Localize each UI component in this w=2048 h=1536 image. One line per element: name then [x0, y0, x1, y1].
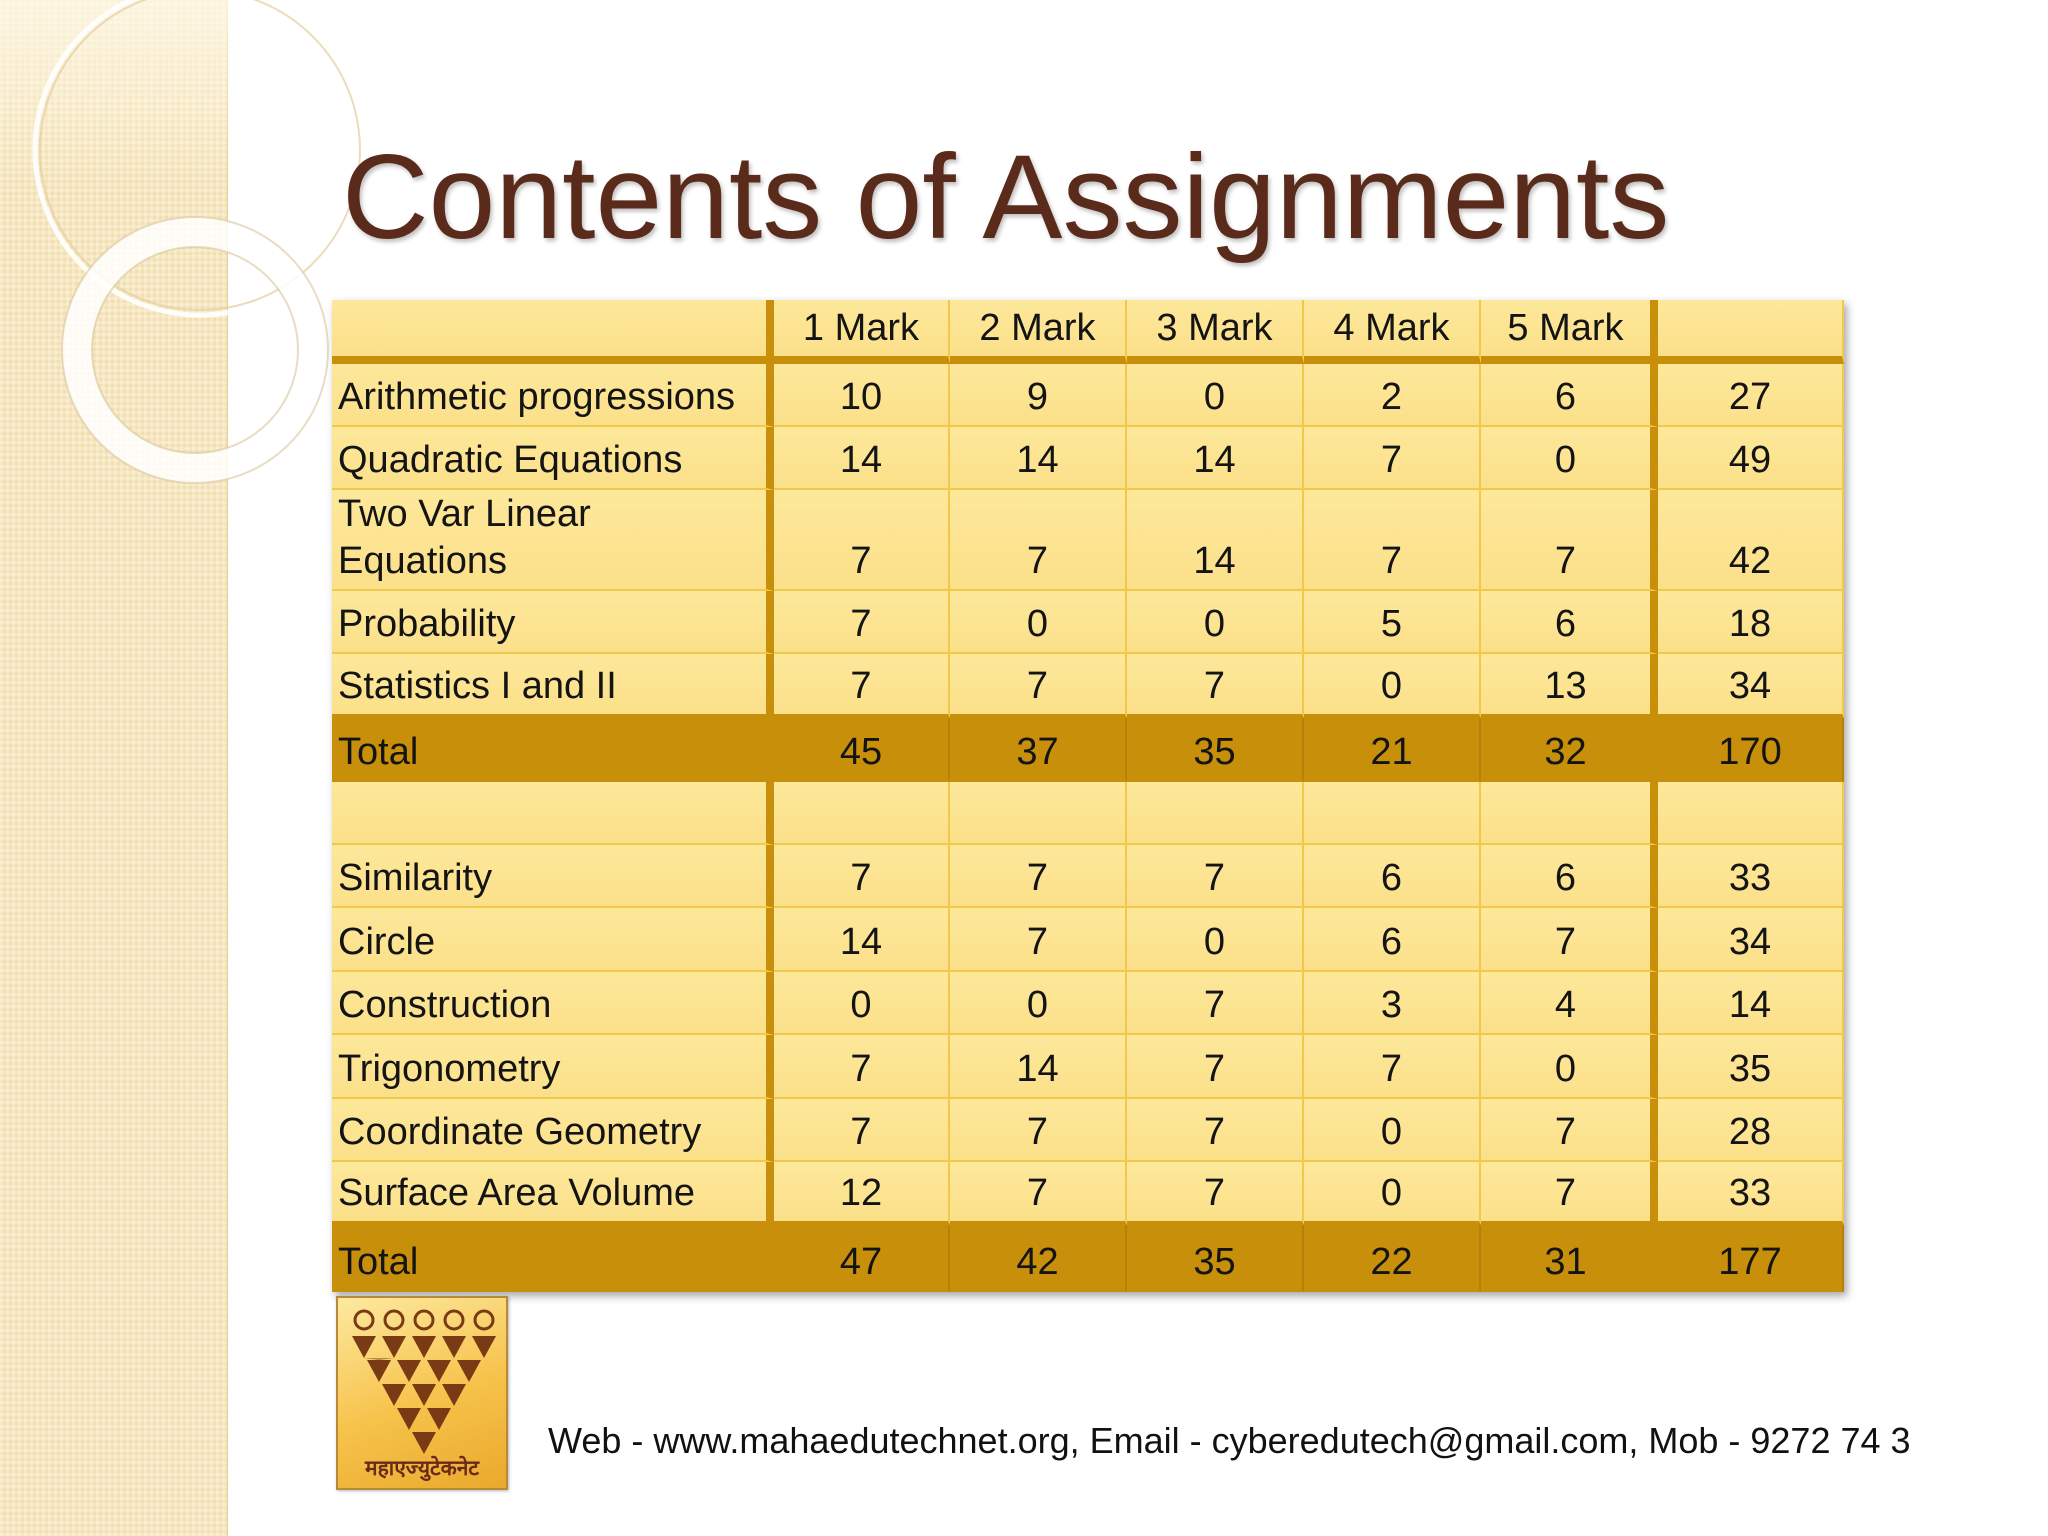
total-row	[332, 718, 1844, 782]
cell-value: 7	[774, 490, 950, 591]
cell-value: 6	[1304, 908, 1481, 971]
cell-value: 0	[774, 972, 950, 1035]
cell-value: 7	[774, 1035, 950, 1098]
row-label: Circle	[332, 908, 774, 971]
table-row	[332, 972, 1844, 1035]
row-label: Coordinate Geometry	[332, 1099, 774, 1162]
cell-value: 7	[774, 591, 950, 654]
row-label: Arithmetic progressions	[332, 364, 774, 426]
empty-cell	[332, 782, 774, 844]
empty-cell	[1304, 782, 1481, 844]
header-cell-1-mark: 1 Mark	[774, 300, 950, 364]
cell-value: 7	[1127, 654, 1304, 717]
cell-value: 13	[1481, 654, 1658, 717]
cell-value: 0	[1127, 364, 1304, 426]
cell-value: 6	[1481, 591, 1658, 654]
table-row	[332, 1162, 1844, 1225]
row-label	[332, 490, 774, 591]
total-label: Total	[332, 718, 774, 782]
cell-value: 7	[774, 845, 950, 908]
cell-value: 0	[1127, 908, 1304, 971]
cell-value: 7	[1127, 1099, 1304, 1162]
header-cell-total	[1658, 300, 1844, 364]
total-value: 35	[1127, 1225, 1304, 1292]
total-value: 21	[1304, 718, 1481, 782]
row-total: 27	[1658, 364, 1844, 426]
assignments-table	[332, 300, 1844, 1292]
total-value: 32	[1481, 718, 1658, 782]
row-label-line: Two Var Linear	[338, 493, 591, 536]
header-cell-empty	[332, 300, 774, 364]
cell-value: 7	[950, 1162, 1127, 1225]
table-row	[332, 364, 1844, 426]
row-total: 42	[1658, 490, 1844, 591]
empty-cell	[1481, 782, 1658, 844]
row-label: Statistics I and II	[332, 654, 774, 717]
cell-value: 3	[1304, 972, 1481, 1035]
total-value: 22	[1304, 1225, 1481, 1292]
cell-value: 14	[1127, 427, 1304, 490]
cell-value: 4	[1481, 972, 1658, 1035]
cell-value: 0	[1127, 591, 1304, 654]
row-total: 14	[1658, 972, 1844, 1035]
table-row	[332, 845, 1844, 908]
cell-value: 7	[1481, 1162, 1658, 1225]
header-cell-2-mark: 2 Mark	[950, 300, 1127, 364]
row-total: 49	[1658, 427, 1844, 490]
cell-value: 7	[1127, 845, 1304, 908]
row-total: 28	[1658, 1099, 1844, 1162]
cell-value: 7	[774, 1099, 950, 1162]
row-label: Similarity	[332, 845, 774, 908]
total-value: 45	[774, 718, 950, 782]
row-label: Quadratic Equations	[332, 427, 774, 490]
cell-value: 12	[774, 1162, 950, 1225]
cell-value: 14	[774, 908, 950, 971]
header-cell-3-mark: 3 Mark	[1127, 300, 1304, 364]
total-value: 31	[1481, 1225, 1658, 1292]
header-cell-4-mark: 4 Mark	[1304, 300, 1481, 364]
cell-value: 7	[1304, 1035, 1481, 1098]
header-cell-5-mark: 5 Mark	[1481, 300, 1658, 364]
row-label: Probability	[332, 591, 774, 654]
cell-value: 7	[1127, 1035, 1304, 1098]
table-row	[332, 490, 1844, 591]
cell-value: 0	[1304, 1162, 1481, 1225]
total-value: 35	[1127, 718, 1304, 782]
cell-value: 6	[1304, 845, 1481, 908]
empty-cell	[1127, 782, 1304, 844]
cell-value: 5	[1304, 591, 1481, 654]
cell-value: 14	[1127, 490, 1304, 591]
spacer-row	[332, 782, 1844, 844]
table-row	[332, 591, 1844, 654]
cell-value: 7	[774, 654, 950, 717]
cell-value: 7	[1304, 427, 1481, 490]
total-value: 42	[950, 1225, 1127, 1292]
cell-value: 7	[1127, 1162, 1304, 1225]
row-total: 34	[1658, 908, 1844, 971]
grand-total: 170	[1658, 718, 1844, 782]
table-row	[332, 654, 1844, 717]
table-row	[332, 1035, 1844, 1098]
cell-value: 7	[1304, 490, 1481, 591]
row-total: 18	[1658, 591, 1844, 654]
cell-value: 2	[1304, 364, 1481, 426]
cell-value: 0	[950, 591, 1127, 654]
cell-value: 14	[950, 1035, 1127, 1098]
cell-value: 0	[1481, 427, 1658, 490]
table-row	[332, 427, 1844, 490]
cell-value: 6	[1481, 845, 1658, 908]
slide-title: Contents of Assignments	[342, 130, 1670, 264]
empty-cell	[774, 782, 950, 844]
logo-text: महाएज्युटेकनेट	[365, 1457, 479, 1480]
cell-value: 14	[950, 427, 1127, 490]
empty-cell	[950, 782, 1127, 844]
cell-value: 7	[950, 490, 1127, 591]
total-value: 47	[774, 1225, 950, 1292]
footer-contact: Web - www.mahaedutechnet.org, Email - cyberedutech@gmail.com, Mob - 9272 74 3	[548, 1420, 1911, 1461]
cell-value: 9	[950, 364, 1127, 426]
organization-logo	[336, 1296, 508, 1490]
table-row	[332, 1099, 1844, 1162]
row-label: Surface Area Volume	[332, 1162, 774, 1225]
row-label: Construction	[332, 972, 774, 1035]
table-header-row	[332, 300, 1844, 364]
cell-value: 7	[950, 908, 1127, 971]
cell-value: 10	[774, 364, 950, 426]
row-label-line: Equations	[338, 540, 508, 583]
table-row	[332, 908, 1844, 971]
cell-value: 7	[950, 1099, 1127, 1162]
cell-value: 7	[1481, 1099, 1658, 1162]
cell-value: 7	[1481, 490, 1658, 591]
empty-cell	[1658, 782, 1844, 844]
cell-value: 6	[1481, 364, 1658, 426]
total-label: Total	[332, 1225, 774, 1292]
row-total: 33	[1658, 1162, 1844, 1225]
cell-value: 14	[774, 427, 950, 490]
row-total: 34	[1658, 654, 1844, 717]
total-row	[332, 1225, 1844, 1292]
cell-value: 0	[950, 972, 1127, 1035]
cell-value: 0	[1304, 1099, 1481, 1162]
cell-value: 7	[1481, 908, 1658, 971]
cell-value: 7	[950, 654, 1127, 717]
row-label: Trigonometry	[332, 1035, 774, 1098]
cell-value: 7	[1127, 972, 1304, 1035]
cell-value: 7	[950, 845, 1127, 908]
total-value: 37	[950, 718, 1127, 782]
grand-total: 177	[1658, 1225, 1844, 1292]
row-total: 35	[1658, 1035, 1844, 1098]
cell-value: 0	[1481, 1035, 1658, 1098]
cell-value: 0	[1304, 654, 1481, 717]
row-total: 33	[1658, 845, 1844, 908]
